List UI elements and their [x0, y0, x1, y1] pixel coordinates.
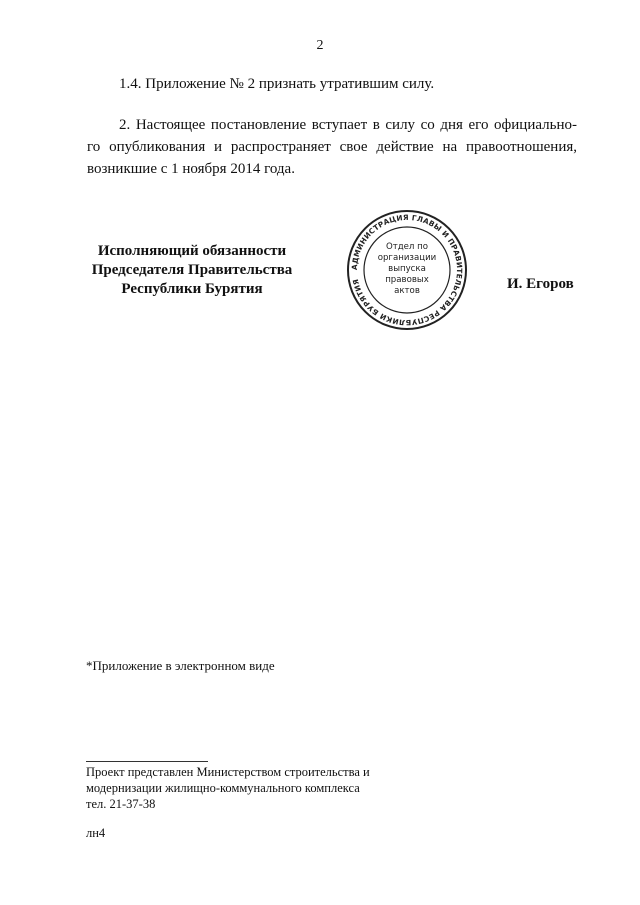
footer-divider: [86, 761, 208, 762]
paragraph-2-line: 2. Настоящее постановление вступает в силу со дня его официально-: [119, 117, 577, 133]
stamp-center-line: актов: [394, 286, 420, 296]
footer-line: тел. 21-37-38: [86, 797, 156, 811]
signatory-title-line: Председателя Правительства: [91, 262, 293, 278]
stamp-center-line: организации: [377, 253, 437, 263]
paragraph-2-line: возникшие с 1 ноября 2014 года.: [87, 161, 295, 177]
paragraph-2-line: го опубликования и распространяет свое действие на правоотношения,: [87, 139, 577, 155]
official-stamp: [345, 208, 469, 332]
stamp-center-line: выпуска: [388, 264, 426, 274]
stamp-center-line: Отдел по: [385, 242, 429, 252]
footer-line: модернизации жилищно-коммунального комплекса: [86, 781, 360, 795]
paragraph-1-4: 1.4. Приложение № 2 признать утратившим силу.: [119, 76, 435, 92]
signatory-name: И. Егоров: [507, 276, 574, 292]
paragraph-2: [87, 114, 577, 180]
stamp-ring-text: АДМИНИСТРАЦИЯ ГЛАВЫ И ПРАВИТЕЛЬСТВА РЕСПУБЛИКИ БУРЯТИЯ: [349, 212, 465, 328]
appendix-note: *Приложение в электронном виде: [86, 658, 275, 673]
signatory-title-line: Республики Бурятия: [121, 281, 263, 297]
document-code: лн4: [86, 826, 106, 840]
page-number: 2: [316, 38, 324, 53]
footer-note: [86, 764, 370, 812]
footer-line: Проект представлен Министерством строительства и: [86, 765, 370, 779]
signatory-title: [86, 242, 298, 299]
stamp-center-line: правовых: [385, 275, 429, 285]
signatory-title-line: Исполняющий обязанности: [97, 243, 287, 259]
